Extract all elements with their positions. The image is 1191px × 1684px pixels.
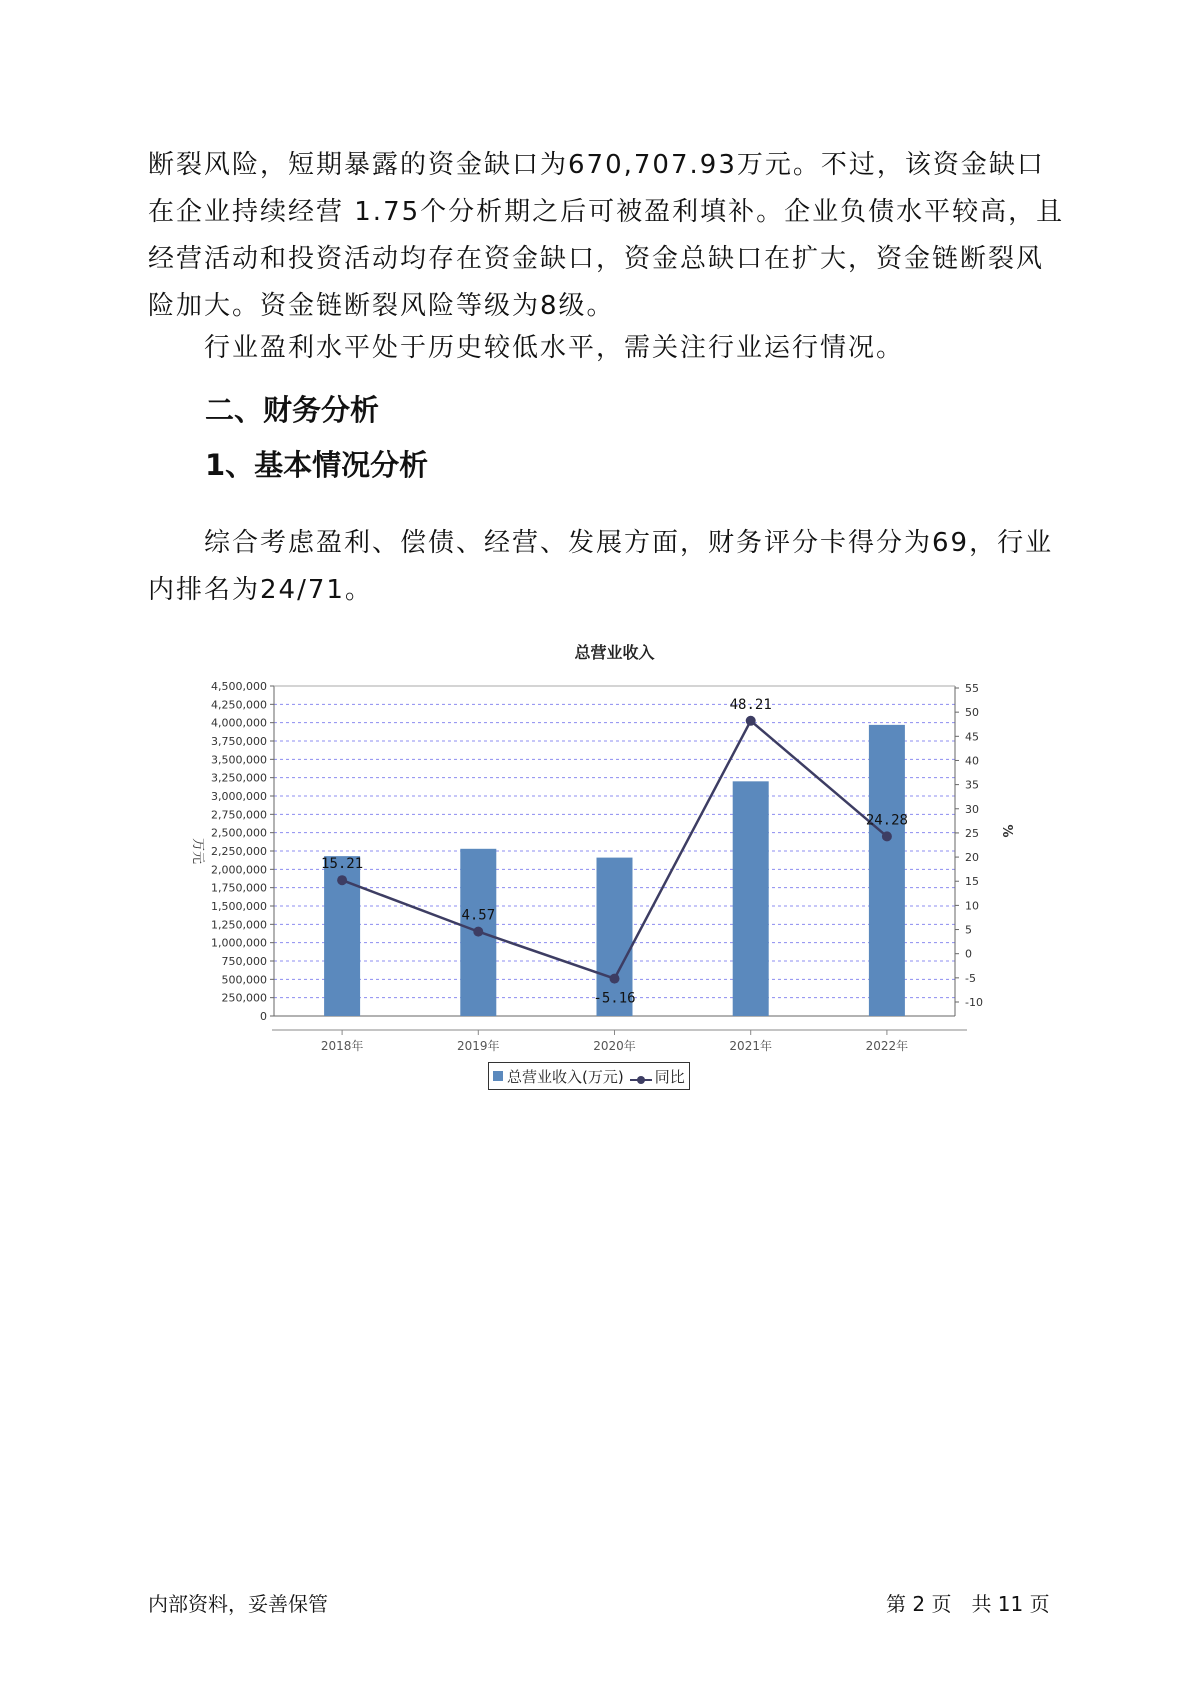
yoy-data-label: 4.57 [461, 907, 496, 924]
y2-tick-label: 5 [965, 923, 972, 937]
y-tick-label: 3,750,000 [211, 735, 267, 748]
x-tick-label: 2020年 [593, 1039, 636, 1053]
y-tick-label: 2,250,000 [211, 845, 267, 858]
y2-tick-label: 30 [965, 802, 979, 816]
revenue-chart [170, 630, 1014, 1110]
y-tick-label: 750,000 [221, 955, 267, 968]
y2-tick-label: 35 [965, 778, 979, 792]
y-axis-label: 万元 [190, 837, 205, 865]
paragraph-risk: 断裂风险，短期暴露的资金缺口为670,707.93万元。不过，该资金缺口在企业持续经营 1.75个分析期之后可被盈利填补。企业负债水平较高，且经营活动和投资活动均存在资金缺口，资金总缺口在扩大，资金链断裂风险加大。资金链断裂风险等级为8级。 [148, 150, 1065, 321]
chart-legend [488, 1062, 690, 1090]
y-tick-label: 1,500,000 [211, 900, 267, 913]
y-tick-label: 2,500,000 [211, 826, 267, 840]
y-tick-label: 1,750,000 [211, 881, 267, 895]
legend-bar-swatch-icon [493, 1071, 503, 1081]
y-tick-label: 250,000 [221, 991, 267, 1005]
legend-bar-label: 总营业收入(万元) [507, 1067, 624, 1086]
y2-tick-label: 55 [965, 682, 979, 695]
y-tick-label: 3,500,000 [211, 753, 267, 767]
y2-tick-label: 25 [965, 826, 979, 840]
y-tick-label: 4,250,000 [211, 698, 267, 712]
y2-axis-label: % [999, 824, 1014, 838]
y-tick-label: 4,000,000 [211, 716, 267, 730]
y-tick-label: 2,750,000 [211, 808, 267, 822]
yoy-data-label: -5.16 [593, 990, 636, 1007]
y-tick-label: 1,250,000 [211, 918, 267, 932]
y-tick-label: 3,000,000 [211, 790, 267, 803]
y2-tick-label: 20 [965, 851, 979, 865]
bar [733, 781, 769, 1016]
paragraph-industry: 行业盈利水平处于历史较低水平，需关注行业运行情况。 [204, 333, 905, 363]
y2-tick-label: 50 [965, 706, 979, 720]
y-tick-label: 500,000 [221, 973, 267, 987]
y2-tick-label: 45 [965, 730, 979, 744]
yoy-data-label: 24.28 [865, 812, 908, 829]
heading-basic-analysis: 1、基本情况分析 [205, 448, 429, 482]
y-tick-label: 0 [260, 1010, 267, 1023]
bar [869, 725, 905, 1016]
x-tick-label: 2021年 [729, 1039, 772, 1053]
yoy-point [610, 974, 620, 984]
legend-line-label: 同比 [654, 1067, 685, 1086]
yoy-point [882, 831, 892, 841]
y-tick-label: 3,250,000 [211, 771, 267, 785]
chart-title: 总营业收入 [574, 643, 655, 662]
legend-line-icon [630, 1071, 652, 1081]
footer-confidential: 内部资料，妥善保管 [148, 1592, 328, 1616]
yoy-point [746, 716, 756, 726]
y2-tick-label: -10 [965, 996, 983, 1009]
yoy-data-label: 48.21 [729, 696, 772, 713]
x-tick-label: 2019年 [457, 1039, 500, 1053]
y2-tick-label: 0 [965, 947, 972, 961]
x-tick-label: 2018年 [320, 1039, 364, 1053]
y2-tick-label: -5 [965, 971, 976, 985]
y-tick-label: 1,000,000 [211, 936, 267, 950]
heading-financial-analysis: 二、财务分析 [205, 393, 380, 427]
footer-page-number: 第 2 页 共 11 页 [886, 1592, 1050, 1616]
yoy-point [473, 927, 483, 937]
y2-tick-label: 15 [965, 875, 979, 889]
x-tick-label: 2022年 [865, 1039, 909, 1053]
yoy-point [337, 875, 347, 885]
yoy-data-label: 15.21 [321, 856, 364, 873]
y2-tick-label: 10 [965, 899, 979, 913]
y-tick-label: 4,500,000 [211, 680, 267, 693]
paragraph-score: 综合考虑盈利、偿债、经营、发展方面，财务评分卡得分为69，行业内排名为24/71。 [148, 528, 1054, 605]
y2-tick-label: 40 [965, 754, 979, 768]
y-tick-label: 2,000,000 [211, 863, 267, 877]
